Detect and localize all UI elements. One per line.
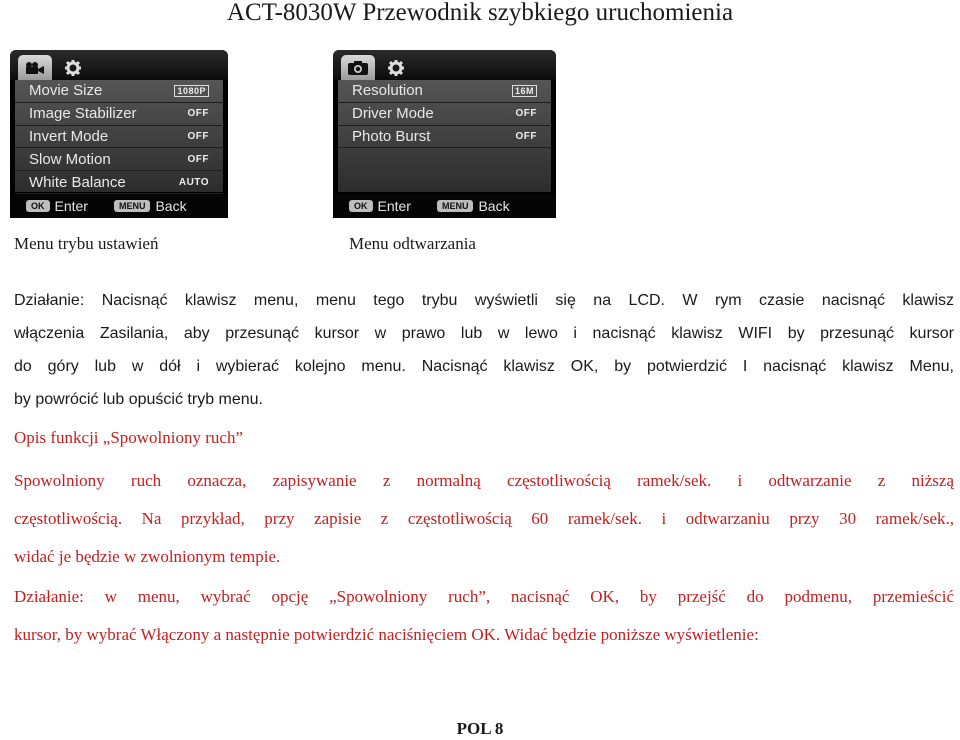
paragraph-line: Działanie: Nacisnąć klawisz menu, menu tego trybu wyświetli się na LCD. W rym czasie nacisnąć klawisz <box>14 292 954 309</box>
paragraph-line: do góry lub w dół i wybierać kolejno menu. Nacisnąć klawisz OK, by potwierdzić I nacisnąć klawisz Menu, <box>14 358 954 375</box>
photo-camera-icon <box>347 60 369 76</box>
caption-right: Menu odtwarzania <box>349 234 476 253</box>
menu-row-value: OFF <box>187 108 209 120</box>
tab-bar <box>333 50 556 80</box>
menu-row-label: Resolution <box>352 82 423 100</box>
section-heading: Opis funkcji „Spowolniony ruch” <box>14 428 243 447</box>
paragraph-line: włączenia Zasilania, aby przesunąć kursor w prawo lub w lewo i nacisnąć klawisz WIFI by przesunąć kursor <box>14 325 954 342</box>
screen-footer <box>333 194 556 218</box>
enter-label: Enter <box>377 198 411 214</box>
caption-left: Menu trybu ustawień <box>14 234 159 253</box>
slow-motion-description <box>14 462 954 576</box>
back-label: Back <box>155 198 187 214</box>
menu-row-label: Image Stabilizer <box>29 105 137 123</box>
operation-paragraph <box>14 284 954 416</box>
paragraph-line: częstotliwością. Na przykład, przy zapisie z częstotliwością 60 ramek/sek. i odtwarzaniu przy 30 ramek/sek., <box>14 509 954 528</box>
paragraph-line: Spowolniony ruch oznacza, zapisywanie z normalną częstotliwością ramek/sek. i odtwarzanie z niższą <box>14 471 954 490</box>
menu-row-value: OFF <box>187 130 209 142</box>
document-title: ACT-8030W Przewodnik szybkiego uruchomienia <box>226 0 734 26</box>
menu-row-value: 16M <box>512 85 537 97</box>
menu-key-icon: MENU <box>114 200 151 212</box>
menu-row-invert-mode <box>15 126 223 149</box>
back-label: Back <box>478 198 510 214</box>
playback-menu-list <box>338 80 551 192</box>
paragraph-line: kursor, by wybrać Włączony a następnie potwierdzić naciśnięciem OK. Widać będzie poniższe wyświetlenie: <box>14 625 759 644</box>
menu-key-icon: MENU <box>437 200 474 212</box>
menu-row-value: OFF <box>515 130 537 142</box>
gear-icon <box>64 59 82 77</box>
gear-icon <box>387 59 405 77</box>
menu-row-movie-size <box>15 80 223 103</box>
settings-menu-list <box>15 80 223 192</box>
tab-settings <box>56 55 90 80</box>
menu-row-label: Slow Motion <box>29 150 111 168</box>
menu-row-label: Driver Mode <box>352 105 434 123</box>
settings-menu-screenshot <box>10 50 228 218</box>
menu-row-label: White Balance <box>29 173 126 191</box>
menu-row-value: AUTO <box>178 176 209 188</box>
menu-row-resolution <box>338 80 551 103</box>
tab-settings <box>379 55 413 80</box>
menu-row-white-balance <box>15 171 223 194</box>
page-number: POL 8 <box>456 719 504 738</box>
ok-key-icon: OK <box>26 200 50 212</box>
menu-row-slow-motion <box>15 148 223 171</box>
paragraph-line: Działanie: w menu, wybrać opcję „Spowolniony ruch”, nacisnąć OK, by przejść do podmenu, przemieścić <box>14 587 954 606</box>
menu-row-photo-burst <box>338 126 551 149</box>
menu-row-value: OFF <box>187 153 209 165</box>
menu-row-value: 1080P <box>174 85 209 97</box>
menu-row-image-stabilizer <box>15 103 223 126</box>
paragraph-line: widać je będzie w zwolnionym tempie. <box>14 547 281 566</box>
playback-menu-screenshot <box>333 50 556 218</box>
ok-key-icon: OK <box>349 200 373 212</box>
tab-bar <box>10 50 228 80</box>
menu-row-label: Invert Mode <box>29 127 109 145</box>
tab-video <box>18 55 52 80</box>
menu-row-label: Movie Size <box>29 82 103 100</box>
enter-label: Enter <box>54 198 88 214</box>
menu-row-value: OFF <box>515 108 537 120</box>
paragraph-line: by powrócić lub opuścić tryb menu. <box>14 391 263 408</box>
menu-row-driver-mode <box>338 103 551 126</box>
video-camera-icon <box>24 61 46 75</box>
screen-footer <box>10 194 228 218</box>
slow-motion-operation <box>14 578 954 654</box>
tab-photo <box>341 55 375 80</box>
menu-row-label: Photo Burst <box>352 127 431 145</box>
